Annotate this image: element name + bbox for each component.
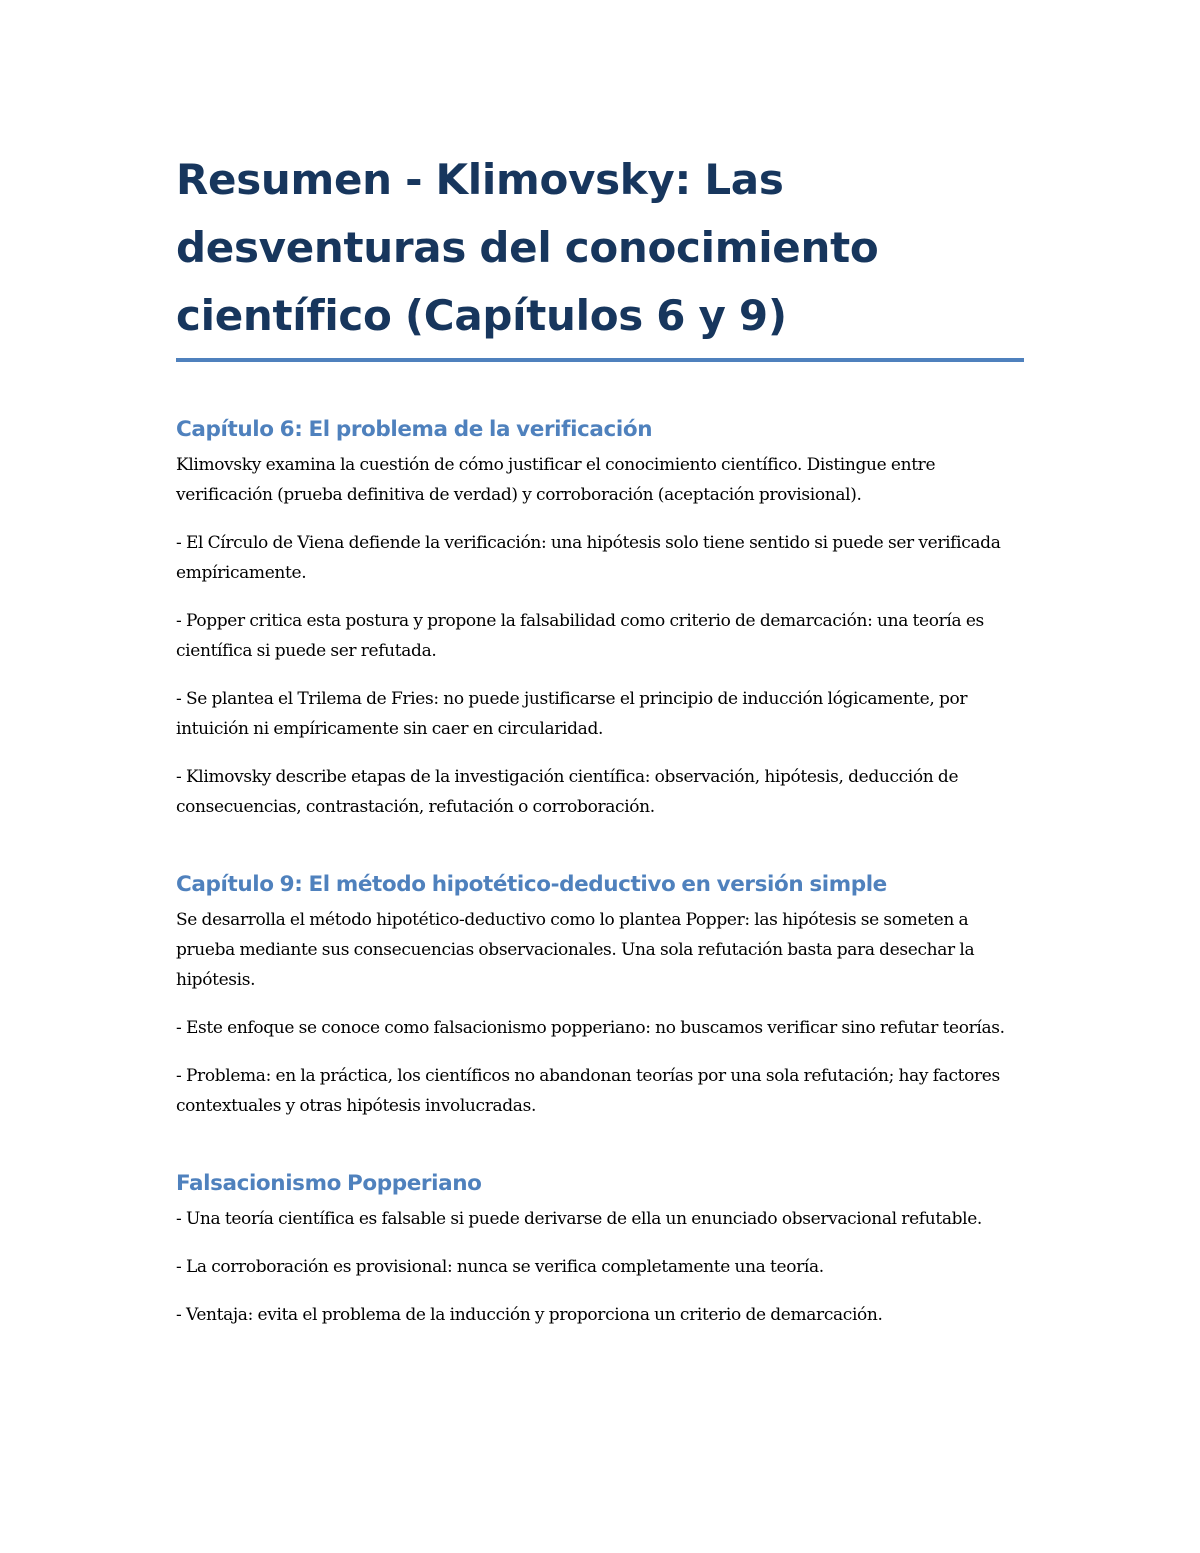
document-title: Resumen - Klimovsky: Las desventuras del conocimiento científico (Capítulos 6 y 9) [176, 155, 879, 340]
bullet-paragraph: - El Círculo de Viena defiende la verificación: una hipótesis solo tiene sentido si puede ser verificada empíricamente. [176, 533, 1001, 583]
bullet-paragraph: - Una teoría científica es falsable si puede derivarse de ella un enunciado observacional refutable. [176, 1209, 982, 1229]
bullet-paragraph: - Problema: en la práctica, los científicos no abandonan teorías por una sola refutación; hay factores contextuales y otras hipótesis involucradas. [176, 1066, 1000, 1116]
section-heading: Capítulo 9: El método hipotético-deductivo en versión simple [176, 872, 887, 897]
title-underline [176, 358, 1024, 362]
document-body [176, 146, 1024, 1330]
bullet-paragraph: - Klimovsky describe etapas de la investigación científica: observación, hipótesis, deducción de consecuencias, contrastación, refutación o corroboración. [176, 767, 959, 817]
section-chapter-9 [176, 869, 1024, 1121]
bullet-paragraph: - Popper critica esta postura y propone la falsabilidad como criterio de demarcación: una teoría es científica si puede ser refutada. [176, 611, 984, 661]
section-chapter-6 [176, 414, 1024, 822]
section-falsacionismo [176, 1168, 1024, 1330]
paragraph: Klimovsky examina la cuestión de cómo justificar el conocimiento científico. Distingue entre verificación (prueba definitiva de verdad) y corroboración (aceptación provisional). [176, 455, 936, 505]
section-heading: Falsacionismo Popperiano [176, 1171, 482, 1196]
bullet-paragraph: - Este enfoque se conoce como falsacionismo popperiano: no buscamos verificar sino refutar teorías. [176, 1018, 1005, 1038]
section-heading: Capítulo 6: El problema de la verificación [176, 417, 653, 442]
bullet-paragraph: - Se plantea el Trilema de Fries: no puede justificarse el principio de inducción lógicamente, por intuición ni empíricamente sin caer en circularidad. [176, 689, 968, 739]
bullet-paragraph: - Ventaja: evita el problema de la inducción y proporciona un criterio de demarcación. [176, 1305, 883, 1325]
bullet-paragraph: - La corroboración es provisional: nunca se verifica completamente una teoría. [176, 1257, 824, 1277]
paragraph: Se desarrolla el método hipotético-deductivo como lo plantea Popper: las hipótesis se someten a prueba mediante sus consecuencias observacionales. Una sola refutación basta para desechar la hipótesis. [176, 910, 975, 990]
